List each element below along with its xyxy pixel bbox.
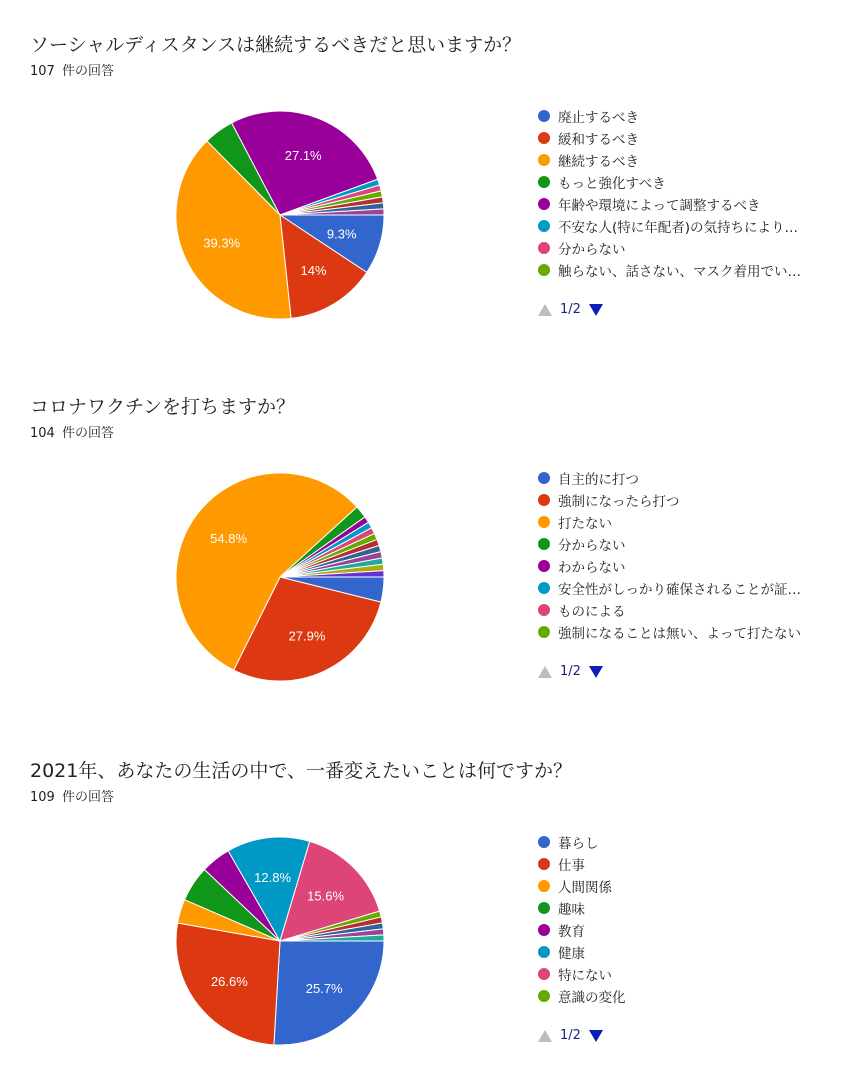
- legend-color-dot: [538, 990, 550, 1002]
- slice-data-label: 12.8%: [254, 870, 292, 885]
- legend-pager: [538, 1028, 603, 1043]
- legend-label: 暮らし: [558, 836, 599, 852]
- legend-color-dot: [538, 626, 550, 638]
- response-count-number: 107: [30, 64, 55, 79]
- response-count: [30, 786, 117, 805]
- response-count-number: 104: [30, 426, 55, 441]
- legend: [538, 105, 838, 281]
- chart-card-3: [0, 726, 850, 1088]
- response-count-number: 109: [30, 790, 55, 805]
- slice-data-label: 26.6%: [210, 974, 248, 989]
- legend-color-dot: [538, 560, 550, 572]
- legend-color-dot: [538, 582, 550, 594]
- legend-label: 分からない: [558, 538, 626, 554]
- legend-color-dot: [538, 472, 550, 484]
- chart-title: 2021年、あなたの生活の中で、一番変えたいことは何ですか？: [30, 760, 572, 782]
- legend-color-dot: [538, 946, 550, 958]
- legend-color-dot: [538, 242, 550, 254]
- chart-card-2: [0, 362, 850, 724]
- legend-color-dot: [538, 538, 550, 550]
- legend-item[interactable]: [538, 555, 838, 577]
- slice-data-label: 39.3%: [203, 235, 241, 251]
- legend-color-dot: [538, 902, 550, 914]
- legend-label: 年齢や環境によって調整するべき: [558, 198, 761, 214]
- triangle-up-icon[interactable]: [538, 1030, 552, 1042]
- legend-color-dot: [538, 154, 550, 166]
- legend-item[interactable]: [538, 875, 838, 897]
- legend-label: 仕事: [558, 858, 585, 874]
- legend-label: 健康: [558, 946, 585, 962]
- legend-item[interactable]: [538, 467, 838, 489]
- legend-item[interactable]: [538, 831, 838, 853]
- slice-data-label: 27.9%: [288, 628, 326, 644]
- pie-chart[interactable]: [170, 105, 390, 325]
- legend-label: わからない: [558, 560, 626, 576]
- legend-color-dot: [538, 132, 550, 144]
- legend-color-dot: [538, 516, 550, 528]
- triangle-down-icon[interactable]: [589, 666, 603, 678]
- legend-item[interactable]: [538, 489, 838, 511]
- pager-label: 1/2: [560, 1028, 581, 1043]
- legend-label: ものによる: [558, 604, 626, 620]
- legend-label: 人間関係: [558, 880, 612, 896]
- legend-item[interactable]: [538, 941, 838, 963]
- legend-item[interactable]: [538, 533, 838, 555]
- response-count: [30, 422, 117, 441]
- slice-data-label: 27.1%: [284, 147, 322, 163]
- pie-chart[interactable]: [170, 831, 390, 1051]
- legend-item[interactable]: [538, 105, 838, 127]
- legend-item[interactable]: [538, 149, 838, 171]
- legend-color-dot: [538, 264, 550, 276]
- legend-item[interactable]: [538, 577, 838, 599]
- legend-pager: [538, 302, 603, 317]
- chart-card-1: [0, 0, 850, 362]
- legend-color-dot: [538, 880, 550, 892]
- pie-chart[interactable]: [170, 467, 390, 687]
- legend-label: 安全性がしっかり確保されることが証…: [558, 582, 801, 598]
- legend-item[interactable]: [538, 215, 838, 237]
- legend-label: 特にない: [558, 968, 612, 984]
- response-count-suffix: 件の回答: [61, 426, 114, 441]
- legend-color-dot: [538, 858, 550, 870]
- legend-label: 自主的に打つ: [558, 472, 639, 488]
- triangle-down-icon[interactable]: [589, 304, 603, 316]
- legend-label: 継続するべき: [558, 154, 639, 170]
- legend: [538, 467, 838, 643]
- legend-color-dot: [538, 198, 550, 210]
- slice-data-label: 54.8%: [210, 531, 248, 547]
- legend-label: 趣味: [558, 902, 585, 918]
- triangle-up-icon[interactable]: [538, 666, 552, 678]
- chart-title: ソーシャルディスタンスは継続するべきだと思いますか？: [30, 34, 522, 56]
- legend-color-dot: [538, 836, 550, 848]
- legend-label: 触らない、話さない、マスク着用でい…: [558, 264, 801, 280]
- legend: [538, 831, 838, 1007]
- legend-color-dot: [538, 110, 550, 122]
- legend-label: 強制になったら打つ: [558, 494, 680, 510]
- legend-pager: [538, 664, 603, 679]
- legend-label: 緩和するべき: [558, 132, 639, 148]
- legend-color-dot: [538, 176, 550, 188]
- legend-item[interactable]: [538, 621, 838, 643]
- slice-data-label: 15.6%: [307, 888, 345, 904]
- legend-label: 不安な人(特に年配者)の気持ちにより…: [558, 220, 799, 236]
- legend-label: 強制になることは無い、よって打たない: [558, 626, 801, 642]
- pager-label: 1/2: [560, 302, 581, 317]
- legend-item[interactable]: [538, 853, 838, 875]
- legend-item[interactable]: [538, 599, 838, 621]
- legend-color-dot: [538, 924, 550, 936]
- legend-item[interactable]: [538, 511, 838, 533]
- legend-color-dot: [538, 494, 550, 506]
- legend-label: 打たない: [558, 516, 612, 532]
- legend-color-dot: [538, 604, 550, 616]
- response-count-suffix: 件の回答: [61, 64, 114, 79]
- response-count-suffix: 件の回答: [61, 790, 114, 805]
- legend-item[interactable]: [538, 127, 838, 149]
- legend-label: 廃止するべき: [558, 110, 639, 126]
- slice-data-label: 9.3%: [326, 226, 357, 242]
- legend-item[interactable]: [538, 985, 838, 1007]
- chart-title: コロナワクチンを打ちますか？: [30, 396, 296, 418]
- legend-item[interactable]: [538, 259, 838, 281]
- slice-data-label: 25.7%: [305, 980, 343, 996]
- legend-item[interactable]: [538, 237, 838, 259]
- legend-color-dot: [538, 220, 550, 232]
- pager-label: 1/2: [560, 664, 581, 679]
- legend-label: 分からない: [558, 242, 626, 258]
- legend-label: もっと強化すべき: [558, 176, 666, 192]
- legend-item[interactable]: [538, 171, 838, 193]
- response-count: [30, 60, 117, 79]
- legend-item[interactable]: [538, 897, 838, 919]
- triangle-up-icon[interactable]: [538, 304, 552, 316]
- legend-color-dot: [538, 968, 550, 980]
- legend-label: 意識の変化: [558, 990, 626, 1006]
- slice-data-label: 14%: [300, 263, 327, 279]
- legend-item[interactable]: [538, 919, 838, 941]
- legend-item[interactable]: [538, 963, 838, 985]
- legend-label: 教育: [558, 924, 585, 940]
- legend-item[interactable]: [538, 193, 838, 215]
- triangle-down-icon[interactable]: [589, 1030, 603, 1042]
